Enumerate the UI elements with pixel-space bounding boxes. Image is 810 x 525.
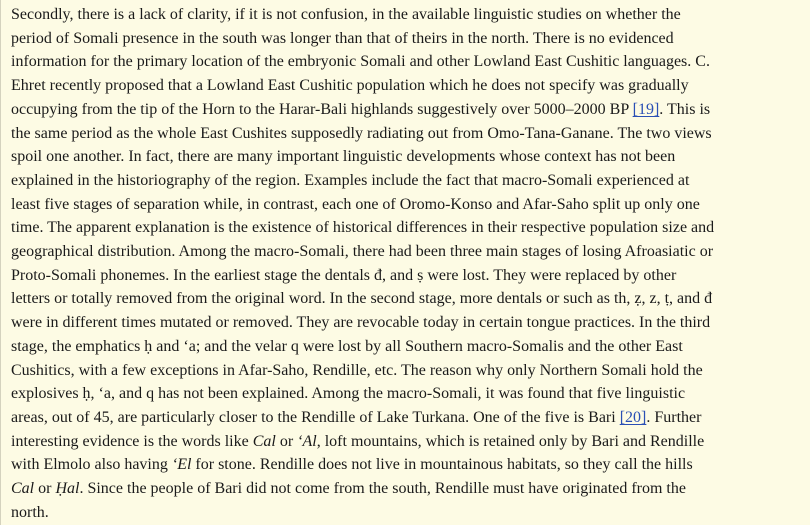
text-run: areas, out of 45, are particularly closer to the Rendille of Lake Turkana. One of the five is Bari bbox=[11, 408, 620, 426]
text-line bbox=[11, 477, 803, 501]
text-line bbox=[11, 501, 803, 525]
text-run: the same period as the whole East Cushites supposedly radiating out from Omo-Tana-Ganane. The two views bbox=[11, 124, 712, 142]
text-run: Proto-Somali phonemes. In the earliest stage the dentals đ, and ṣ were lost. They were replaced by other bbox=[11, 266, 677, 284]
text-run: . Further bbox=[646, 408, 702, 426]
text-line bbox=[11, 335, 803, 359]
text-line bbox=[11, 193, 803, 217]
citation-link-ref19[interactable]: [19] bbox=[632, 100, 660, 118]
text-line bbox=[11, 169, 803, 193]
text-line bbox=[11, 98, 803, 122]
text-run: . This is bbox=[659, 100, 711, 118]
text-run: Secondly, there is a lack of clarity, if it is not confusion, in the available linguistic studies on whether the bbox=[11, 6, 681, 23]
text-line bbox=[11, 382, 803, 406]
text-run: time. The apparent explanation is the existence of historical differences in their respective population size and bbox=[11, 219, 715, 237]
text-line bbox=[11, 453, 803, 477]
text-line bbox=[11, 264, 803, 288]
text-run: interesting evidence is the words like bbox=[11, 432, 253, 450]
text-run: letters or totally removed from the original word. In the second stage, more dentals or such as th, ẓ, z, ṭ, and đ bbox=[11, 290, 713, 308]
text-run: explained in the historiography of the region. Examples include the fact that macro-Somali experienced at bbox=[11, 171, 690, 189]
italic-term: Cal bbox=[252, 432, 276, 450]
text-line bbox=[11, 50, 803, 74]
text-line bbox=[11, 430, 803, 454]
text-run: occupying from the tip of the Horn to the Harar-Bali highlands suggestively over 5000–2000 BP bbox=[11, 100, 633, 118]
text-run: were in different times mutated or removed. They are revocable today in certain tongue practices. In the third bbox=[11, 314, 711, 332]
italic-term: ‘El bbox=[171, 456, 192, 474]
italic-term: Cal bbox=[11, 480, 35, 498]
text-run: or bbox=[34, 480, 56, 498]
text-run: geographical distribution. Among the macro-Somali, there had been three main stages of losing Afroasiatic or bbox=[11, 243, 714, 261]
text-run: , loft mountains, which is retained only by Bari and Rendille bbox=[316, 432, 705, 450]
italic-term: Ḥal bbox=[55, 480, 80, 498]
italic-term: ‘Al bbox=[297, 432, 317, 450]
text-line bbox=[11, 3, 803, 27]
text-run: Ehret recently proposed that a Lowland East Cushitic population which he does not specify was gradually bbox=[11, 77, 689, 95]
text-line bbox=[11, 287, 803, 311]
text-run: north. bbox=[11, 503, 49, 521]
text-line bbox=[11, 311, 803, 335]
text-line bbox=[11, 145, 803, 169]
text-run: for stone. Rendille does not live in mountainous habitats, so they call the hills bbox=[191, 456, 693, 474]
text-line bbox=[11, 74, 803, 98]
article-paragraph bbox=[11, 3, 803, 524]
text-run: or bbox=[275, 432, 298, 450]
text-run: period of Somali presence in the south was longer than that of theirs in the north. There is no evidenced bbox=[11, 29, 674, 47]
text-run: with Elmolo also having bbox=[11, 456, 172, 474]
text-run: spoil one another. In fact, there are many important linguistic developments whose context has not been bbox=[11, 148, 676, 166]
text-run: least five stages of separation while, in contrast, each one of Oromo-Konso and Afar-Saho split up only one bbox=[11, 195, 700, 213]
citation-link-ref20[interactable]: [20] bbox=[619, 408, 647, 426]
text-line bbox=[11, 122, 803, 146]
text-run: information for the primary location of the embryonic Somali and other Lowland East Cushitic languages. C. bbox=[11, 53, 710, 71]
text-line bbox=[11, 240, 803, 264]
text-line bbox=[11, 359, 803, 383]
text-line bbox=[11, 406, 803, 430]
text-line bbox=[11, 27, 803, 51]
text-run: explosives ḥ, ‘a, and q has not been explained. Among the macro-Somali, it was found that five linguistic bbox=[11, 385, 686, 403]
text-line bbox=[11, 216, 803, 240]
text-run: stage, the emphatics ḥ and ‘a; and the velar q were lost by all Southern macro-Somalis and the other East bbox=[11, 337, 683, 355]
text-run: Cushitics, with a few exceptions in Afar-Saho, Rendille, etc. The reason why only Northern Somali hold the bbox=[11, 361, 703, 379]
text-run: . Since the people of Bari did not come from the south, Rendille must have originated from the bbox=[79, 480, 686, 498]
